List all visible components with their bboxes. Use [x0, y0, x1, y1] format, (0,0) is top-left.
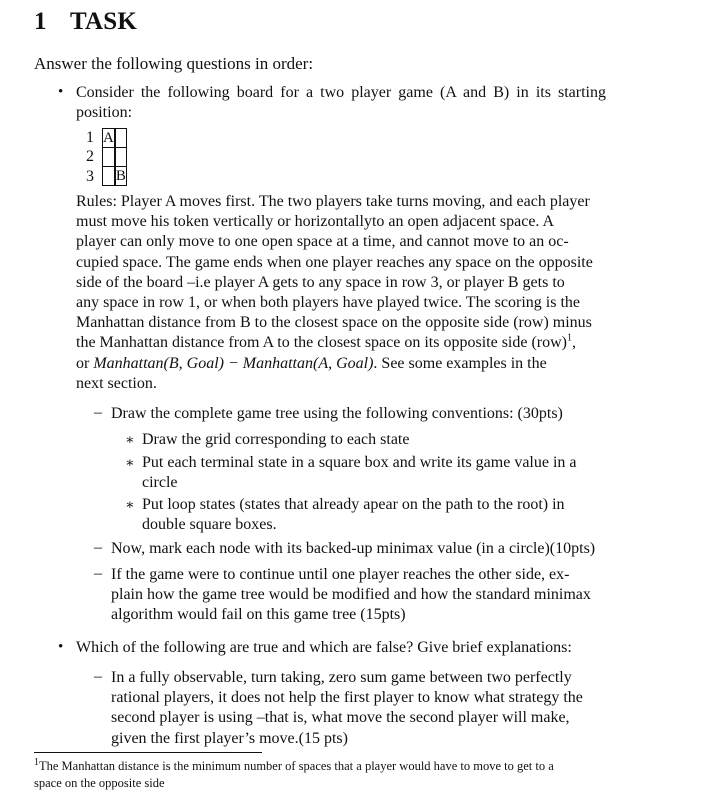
rules-line: player can only move to one open space at a time, and cannot move to an oc- — [76, 233, 569, 251]
board-cell: A — [103, 130, 114, 146]
rules-line-text: Manhattan distance from B to the closest space on the opposite side (row) minus — [76, 314, 592, 332]
rules-line: must move his token vertically or horizontallyto an open adjacent space. A — [76, 213, 555, 231]
footnote-divider — [34, 752, 262, 753]
rules-line: cupied space. The game ends when one player reaches any space on the opposite — [76, 253, 593, 271]
star-marker: ∗ — [125, 433, 135, 448]
convention-line: Draw the grid corresponding to each state — [142, 431, 410, 448]
dash-marker: – — [94, 404, 102, 421]
board-row-label: 2 — [86, 148, 94, 165]
board-cell — [115, 129, 126, 148]
footnote-number: 1 — [34, 756, 39, 768]
rules-line — [76, 313, 606, 333]
section-number: 1 — [34, 8, 47, 35]
rules-line: next section. — [76, 374, 157, 392]
subitem-line: Draw the complete game tree using the following conventions: (30pts) — [111, 405, 563, 422]
footnote-line: space on the opposite side — [34, 775, 165, 790]
bullet-q2: • — [58, 639, 64, 655]
dash-marker: – — [94, 668, 102, 685]
convention-line: circle — [142, 474, 178, 492]
formula-suffix: . See some examples in the — [373, 354, 547, 372]
subitem-line: second player is using –that is, what move the second player will make, — [111, 709, 570, 727]
rules-line — [76, 333, 606, 353]
star-marker: ∗ — [125, 498, 135, 513]
subitem-true-false — [111, 668, 606, 749]
subitem-draw-tree — [111, 404, 606, 424]
section-title: TASK — [70, 8, 138, 35]
rules-paragraph — [76, 192, 606, 394]
intro-text: Answer the following questions in order: — [34, 54, 314, 73]
rules-line: Rules: Player A moves first. The two players take turns moving, and each player — [76, 193, 590, 210]
convention-item — [142, 495, 606, 535]
section-heading — [34, 8, 137, 36]
footnote — [34, 758, 614, 791]
rules-line — [76, 354, 606, 374]
subitem-line: algorithm would fail on this game tree (15pts) — [111, 606, 406, 624]
convention-line: Put loop states (states that already apear on the path to the root) in — [142, 496, 565, 513]
dash-marker: – — [94, 539, 102, 556]
subitem-line: given the first player’s move.(15 pts) — [111, 729, 348, 747]
subitem-line: Now, mark each node with its backed-up minimax value (in a circle)(10pts) — [111, 540, 596, 557]
q2-lead: Which of the following are true and which are false? Give brief explanations: — [76, 639, 572, 656]
subitem-continue — [111, 565, 606, 626]
board-cell: B — [115, 168, 126, 184]
dash-marker: – — [94, 565, 102, 582]
subitem-line: plain how the game tree would be modified and how the standard minimax — [111, 586, 591, 604]
convention-item — [142, 453, 606, 493]
rules-line: any space in row 1, or when both players have played twice. The scoring is the — [76, 294, 580, 312]
convention-line: Put each terminal state in a square box and write its game value in a — [142, 454, 577, 471]
convention-item — [142, 430, 606, 450]
footnote-text: The Manhattan distance is the minimum number of spaces that a player would have to move to get to a — [39, 759, 554, 773]
board-row-label: 1 — [86, 129, 94, 146]
subitem-line: rational players, it does not help the first player to know what strategy the — [111, 689, 583, 707]
formula-prefix: or — [76, 354, 94, 372]
bullet-q1: • — [58, 84, 64, 100]
subitem-line: In a fully observable, turn taking, zero sum game between two perfectly — [111, 669, 572, 686]
board-cell — [103, 148, 115, 167]
rules-line: side of the board –i.e player A gets to any space in row 3, or player B gets to — [76, 273, 565, 291]
board-row-label: 3 — [86, 168, 94, 185]
scoring-formula: Manhattan(B, Goal) − Manhattan(A, Goal) — [93, 354, 374, 372]
rules-line-text: , — [572, 334, 576, 352]
footnote-line — [34, 758, 614, 775]
subitem-minimax — [111, 539, 606, 559]
star-marker: ∗ — [125, 456, 135, 471]
board-cell — [115, 148, 126, 167]
q1-lead: Consider the following board for a two player game (A and B) in its starting position: — [76, 84, 606, 122]
convention-line: double square boxes. — [142, 516, 277, 534]
board-cell — [103, 167, 115, 186]
subitem-line: If the game were to continue until one player reaches the other side, ex- — [111, 566, 570, 583]
board-grid — [102, 128, 127, 186]
footnote-marker[interactable]: 1 — [567, 333, 572, 345]
rules-line-text: the Manhattan distance from A to the closest space on its opposite side (row) — [76, 334, 567, 352]
